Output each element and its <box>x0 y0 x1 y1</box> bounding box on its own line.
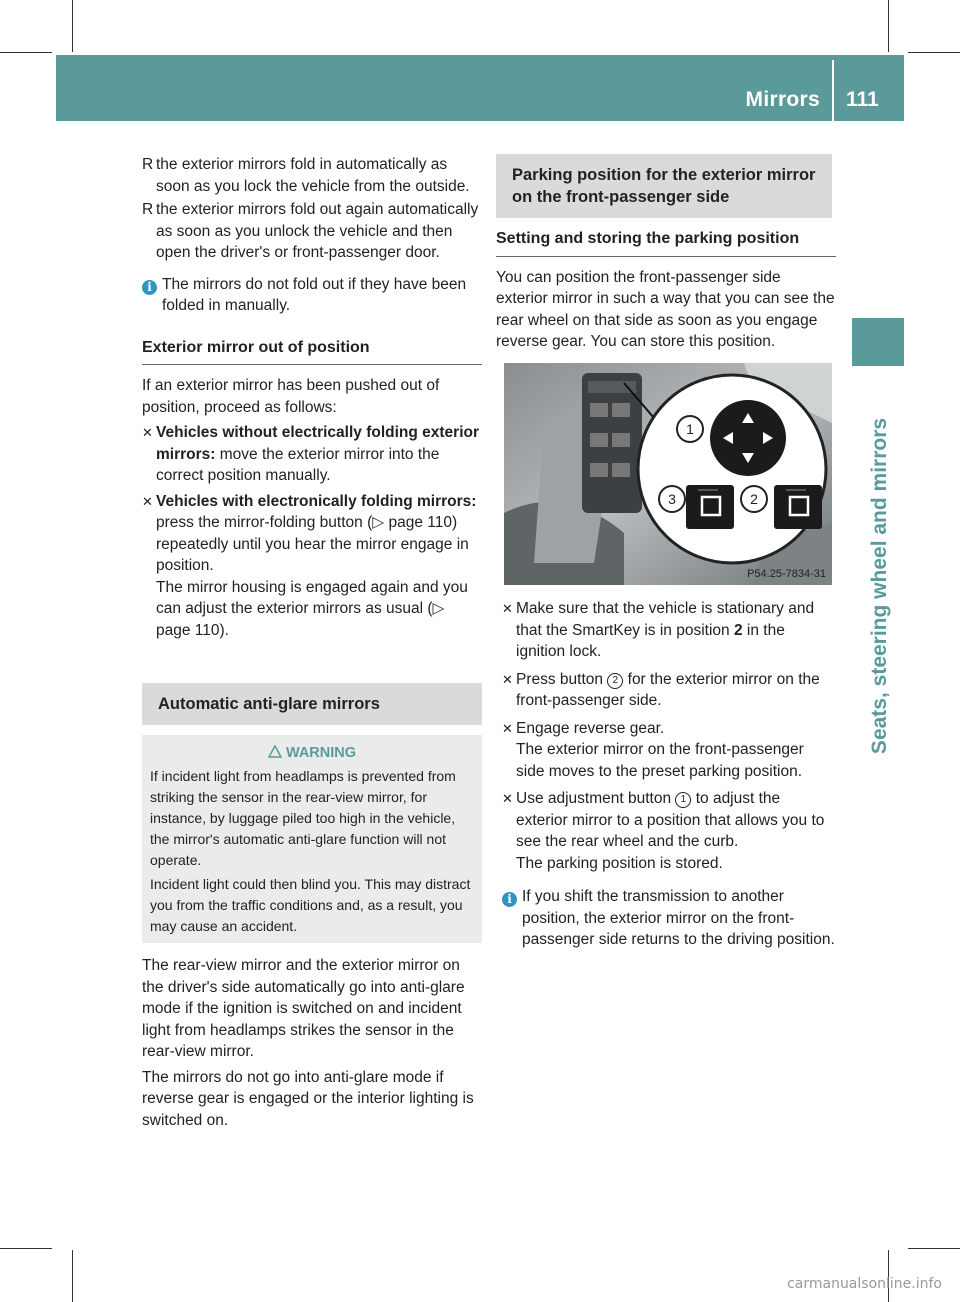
right-column <box>496 154 836 353</box>
crop-mark <box>72 0 73 52</box>
triangle-ref-icon: ▷ <box>432 600 445 617</box>
bullet-r-icon: R <box>142 156 154 173</box>
step-x-icon: ✕ <box>142 493 153 509</box>
section-heading-box: Automatic anti-glare mirrors <box>142 683 482 725</box>
list-item: R the exterior mirrors fold out again automatically as soon as you unlock the vehicle and then open the driver's or front-passenger door. <box>142 199 482 264</box>
warning-header: WARNING <box>150 743 474 764</box>
page-reference-link[interactable]: page 110 <box>388 514 452 531</box>
step-item: ✕ Vehicles with electronically folding mirrors: press the mirror-folding button (▷ page 110) repeatedly until you hear the mirror engage in position. The mirror housing is engaged again and you can adjust the exterior mirrors as usual (▷ page 110). <box>142 491 482 642</box>
step-x-icon: ✕ <box>502 671 513 687</box>
list-item: R the exterior mirrors fold in automatically as soon as you lock the vehicle from the outside. <box>142 154 482 197</box>
step-x-icon: ✕ <box>502 791 513 806</box>
warning-text: If incident light from headlamps is prevented from striking the sensor in the rear-view mirror, for instance, by luggage piled too high in the vehicle, the mirror's automatic anti-glare function will not operate. <box>150 768 456 868</box>
info-note: i The mirrors do not fold out if they have been folded in manually. <box>142 274 482 317</box>
step-item: ✕ Make sure that the vehicle is stationary and that the SmartKey is in position 2 in the ignition lock. <box>502 598 836 663</box>
warning-triangle-icon <box>268 745 282 758</box>
right-column-steps <box>502 598 836 951</box>
bullet-r-icon: R <box>142 201 154 218</box>
section-heading: Setting and storing the parking position <box>496 228 836 257</box>
info-note: i If you shift the transmission to another position, the exterior mirror on the front-passenger side returns to the driving position. <box>502 886 836 951</box>
svg-text:1: 1 <box>686 421 694 437</box>
crop-mark <box>0 52 52 53</box>
left-column <box>142 154 482 1131</box>
crop-mark <box>0 1248 52 1249</box>
crop-mark <box>908 52 960 53</box>
svg-text:3: 3 <box>668 491 676 507</box>
paragraph: If an exterior mirror has been pushed out of position, proceed as follows: <box>142 377 440 416</box>
paragraph: You can position the front-passenger side exterior mirror in such a way that you can see the rear wheel on that side as soon as you engage reverse gear. You can store this position. <box>496 268 835 350</box>
crop-mark <box>888 0 889 52</box>
svg-text:2: 2 <box>750 491 758 507</box>
triangle-ref-icon: ▷ <box>372 514 389 531</box>
step-item: ✕ Press button 2 for the exterior mirror on the front-passenger side. <box>502 669 836 712</box>
warning-box <box>142 735 482 943</box>
step-x-icon: ✕ <box>502 601 513 616</box>
info-icon: i <box>502 892 517 907</box>
mirror-switch-photo <box>504 363 832 585</box>
button-number-badge: 2 <box>607 673 623 689</box>
warning-text: Incident light could then blind you. This may distract you from the traffic conditions and, as a result, you may cause an accident. <box>150 876 471 934</box>
side-tab-block <box>852 318 904 366</box>
side-tab <box>860 366 900 806</box>
crop-mark <box>72 1250 73 1302</box>
info-icon: i <box>142 280 157 295</box>
paragraph: The rear-view mirror and the exterior mirror on the driver's side automatically go into anti-glare mode if the ignition is switched on and incident light from headlamps strikes the sensor in the rear-view mirror. <box>142 957 465 1060</box>
callout-1 <box>677 416 703 442</box>
section-heading: Exterior mirror out of position <box>142 337 482 366</box>
step-item: ✕ Use adjustment button 1 to adjust the exterior mirror to a position that allows you to see the rear wheel and the curb. The parking position is stored. <box>502 788 836 874</box>
step-item: ✕ Engage reverse gear. The exterior mirror on the front-passenger side moves to the preset parking position. <box>502 718 836 783</box>
step-x-icon: ✕ <box>502 720 513 736</box>
paragraph: The mirrors do not go into anti-glare mode if reverse gear is engaged or the interior lighting is switched on. <box>142 1068 474 1129</box>
section-title: Mirrors <box>745 88 820 111</box>
page-reference-link[interactable]: page 110 <box>156 621 220 639</box>
callout-2 <box>741 486 767 512</box>
crop-mark <box>908 1248 960 1249</box>
step-x-icon: ✕ <box>142 425 153 440</box>
header-divider <box>832 60 834 121</box>
side-tab-label: Seats, steering wheel and mirrors <box>868 417 891 755</box>
watermark: carmanualsonline.info <box>787 1276 942 1292</box>
callout-3 <box>659 486 685 512</box>
button-number-badge: 1 <box>675 792 691 808</box>
page-number: 111 <box>846 88 879 111</box>
photo-caption: P54.25-7834-31 <box>747 568 826 580</box>
step-item: ✕ Vehicles without electrically folding exterior mirrors: move the exterior mirror into the correct position manually. <box>142 422 482 487</box>
section-heading-box: Parking position for the exterior mirror on the front-passenger side <box>496 154 832 218</box>
